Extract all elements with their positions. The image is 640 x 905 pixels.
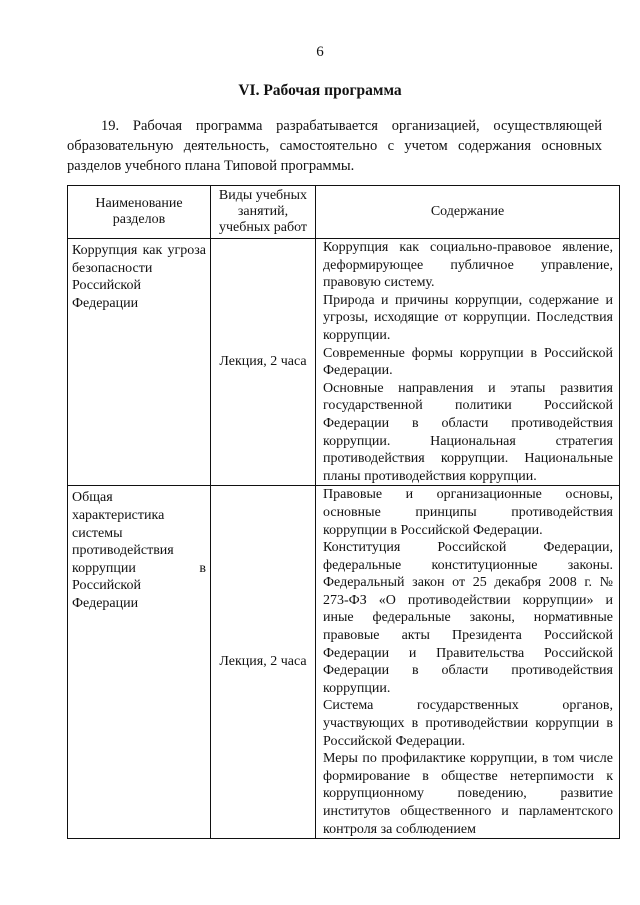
content-paragraph: Меры по профилактике коррупции, в том числе формирование в обществе нетерпимости к коррупционному поведению, развитие институтов общественного и парламентского контроля за соблюдением [323, 751, 613, 837]
content-cell [316, 239, 620, 486]
content-paragraph: Основные направления и этапы развития государственной политики Российской Федерации в области противодействия коррупции. Национальная стратегия противодействия коррупции. Национальные планы противодействия коррупции. [323, 380, 613, 484]
content-paragraph: Коррупция как социально-правовое явление, деформирующее публичное управление, правовую систему. [323, 240, 613, 291]
section-name-cell [68, 486, 211, 839]
section-name-text: Общая характеристика системы противодействия коррупции в Российской Федерации [72, 490, 206, 611]
section-name-cell: Коррупция как угроза безопасности Российской Федерации [68, 239, 211, 486]
page-number: 6 [316, 44, 324, 60]
content-paragraph: Система государственных органов, участвующих в противодействии коррупции в Российской Федерации. [323, 698, 613, 749]
content-paragraph: Современные формы коррупции в Российской Федерации. [323, 345, 613, 379]
content-cell [316, 486, 620, 839]
table-header-row [68, 186, 620, 239]
header-content: Содержание [316, 186, 620, 239]
program-table [67, 185, 620, 839]
content-paragraph: Правовые и организационные основы, основные принципы противодействия коррупции в Российской Федерации. [323, 487, 613, 538]
table-row [68, 486, 620, 839]
table-row [68, 239, 620, 486]
activity-type-cell: Лекция, 2 часа [211, 486, 316, 839]
content-paragraph: Конституция Российской Федерации, федеральные конституционные законы. Федеральный закон от 25 декабря 2008 г. № 273-ФЗ «О противодействии коррупции» и иные федеральные законы, нормативные правовые акты Президента Российской Федерации и Правительства Российской Федерации в области противодействия коррупции. [323, 540, 613, 696]
content-paragraph: Природа и причины коррупции, содержание и угрозы, исходящие от коррупции. Последствия коррупции. [323, 292, 613, 343]
activity-type-cell: Лекция, 2 часа [211, 239, 316, 486]
header-section-name: Наименование разделов [68, 186, 211, 239]
section-title: VI. Рабочая программа [238, 82, 402, 99]
header-activity-type: Виды учебных занятий, учебных работ [211, 186, 316, 239]
intro-paragraph: 19. Рабочая программа разрабатывается организацией, осуществляющей образовательную деятельность, самостоятельно с учетом содержания основных разделов учебного плана Типовой программы. [67, 118, 602, 174]
